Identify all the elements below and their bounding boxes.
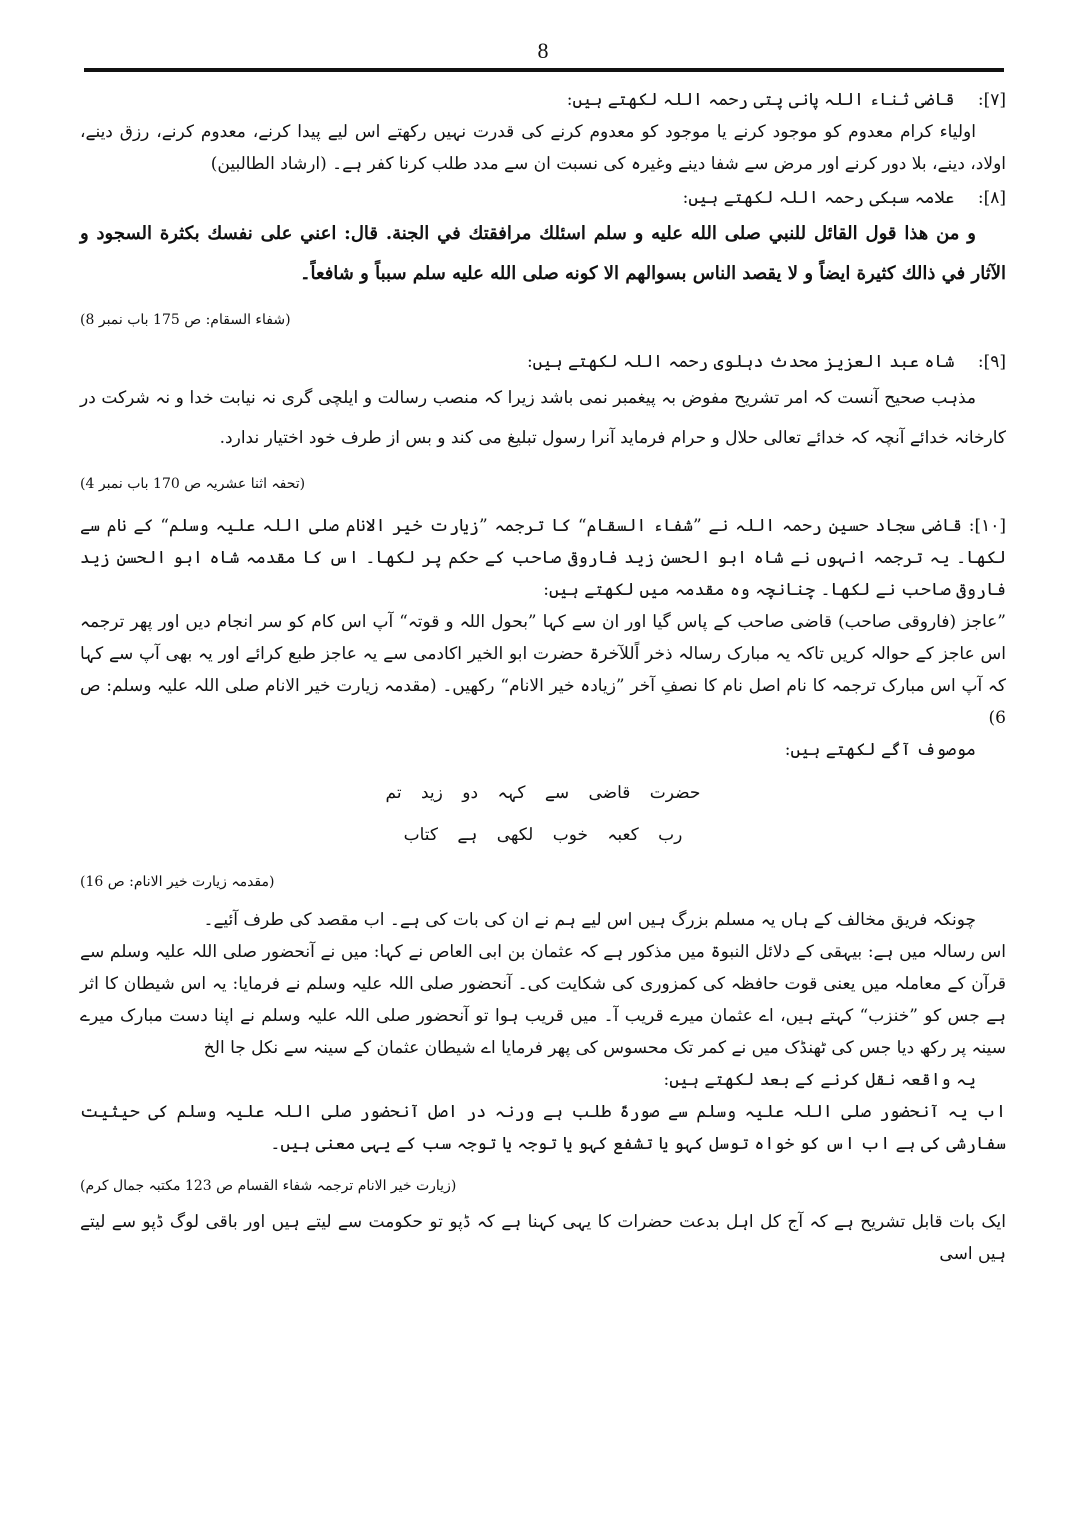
reference-citation (80, 1170, 1006, 1202)
body-paragraph-2: اس رسالہ میں ہے: بیہقی کے دلائل النبوۃ میں مذکور ہے کہ عثمان بن ابی العاص نے کہا: میں نے آنحضور صلی اللہ علیہ وسلم سے قرآن کے معاملہ میں یعنی قوت حافظہ کی کمزوری کی شکایت کی۔ آنحضور صلی اللہ علیہ وسلم نے فرمایا: یہ اس شیطان کا اثر ہے جس کو ”خنزب“ کہتے ہیں، اے عثمان میرے قریب آ۔ میں قریب ہوا تو آنحضور صلی اللہ علیہ وسلم نے اپنا دست مبارک میرے سینہ پر رکھ دیا جس کی ٹھنڈک میں نے کمر تک محسوس کی پھر فرمایا اے شیطان عثمان کے سینہ سے نکل جا الخ (80, 942, 1006, 1058)
section-heading-text: شاہ عبد العزیز محدث دہلوی رحمہ اللہ لکھتے ہیں: (526, 352, 955, 372)
section-number: [۹]: (977, 352, 1006, 372)
section-7-heading (80, 84, 1006, 116)
body-paragraph-3: یہ واقعہ نقل کرنے کے بعد لکھتے ہیں: (663, 1070, 976, 1090)
reference-citation (80, 468, 1006, 500)
lead-in-text: موصوف آگے لکھتے ہیں: (784, 740, 976, 760)
verse-line-2: رب کعبہ خوب لکھی ہے کتاب (403, 825, 683, 845)
reference-text: (زیارت خیر الانام ترجمہ شفاء القسام ص 123 مکتبہ جمال کرم) (80, 1178, 457, 1194)
reference-citation (80, 866, 1006, 898)
persian-quotation: مذہب صحیح آنست کہ امر تشریح مفوض بہ پیغمبر نمی باشد زیرا کہ منصب رسالت و ایلچی گری نہ نیابت خدا و نہ شرکت در کارخانہ خدائے آنچہ کہ خدائے تعالی حلال و حرام فرماید آنرا رسول تبلیغ می کند و بس از طرف خود اختیار ندارد. (80, 388, 1006, 448)
page-number: 8 (537, 38, 549, 63)
arabic-quotation: و من هذا قول القائل للنبي صلى الله عليه و سلم اسئلك مرافقتك في الجنة. قال: اعني على نفسك بكثرة السجود و الآثار في ذالك كثيرة ايضاً و لا يقصد الناس بسوالهم الا كونه صلى الله عليه سلم سبباً و شافعاً۔ (80, 223, 1006, 284)
body-paragraph-4: اب یہ آنحضور صلی اللہ علیہ وسلم سے صورۃً طلب ہے ورنہ در اصل آنحضور صلی اللہ علیہ وسلم کی حیثیت سفارشی کی ہے اب اس کو خواہ توسل کہو یا تشفع کہو یا توجہ یا توجہ سب کے یہی معنی ہیں۔ (80, 1102, 1006, 1154)
page-content (80, 82, 1006, 1270)
header-rule (84, 68, 1004, 72)
section-10-text: قاضی سجاد حسین رحمہ اللہ نے ”شفاء السقام“ کا ترجمہ ”زیارت خیر الانام صلی اللہ علیہ وسلم“ کے نام سے لکھا۔ یہ ترجمہ انہوں نے شاہ ابو الحسن زید فاروقی صاحب کے حکم پر لکھا۔ اس کا مقدمہ شاہ ابو الحسن زید فاروقی صاحب نے لکھا۔ چنانچہ وہ مقدمہ میں لکھتے ہیں: (80, 516, 1006, 600)
section-heading-text: علامہ سبکی رحمہ اللہ لکھتے ہیں: (682, 188, 955, 208)
section-10-paragraph (80, 510, 1006, 606)
section-number: [۷]: (977, 90, 1006, 110)
body-paragraph-5: ایک بات قابل تشریح ہے کہ آج کل اہل بدعت حضرات کا یہی کہنا ہے کہ ڈپو تو حکومت سے لیتے ہیں اور باقی لوگ ڈپو سے لیتے ہیں اسی (80, 1212, 1006, 1264)
reference-text: (تحفہ اثنا عشریہ ص 170 باب نمبر 4) (80, 476, 306, 492)
body-paragraph-1: چونکہ فریق مخالف کے ہاں یہ مسلم بزرگ ہیں اس لیے ہم نے ان کی بات کی ہے۔ اب مقصد کی طرف آئیے۔ (203, 910, 976, 930)
poetry-verse (80, 772, 1006, 856)
section-number: [۸]: (977, 188, 1006, 208)
reference-text: (شفاء السقام: ص 175 باب نمبر 8) (80, 312, 291, 328)
section-9-heading (80, 346, 1006, 378)
section-8-heading (80, 182, 1006, 214)
verse-line-1: حضرت قاضی سے کہہ دو زید تم (385, 783, 701, 803)
section-7-paragraph: اولیاء کرام معدوم کو موجود کرنے یا موجود کو معدوم کرنے کی قدرت نہیں رکھتے اس لیے پیدا کرنے، معدوم کرنے، رزق دینے، اولاد، دینے، بلا دور کرنے اور مرض سے شفا دینے وغیرہ کی نسبت ان سے مدد طلب کرنا کفر ہے۔ (ارشاد الطالبین) (80, 122, 1006, 174)
reference-citation (80, 304, 1006, 336)
reference-text: (مقدمہ زیارت خیر الانام: ص 16) (80, 874, 275, 890)
section-heading-text: قاضی ثناء اللہ پانی پتی رحمہ اللہ لکھتے ہیں: (566, 90, 955, 110)
section-number: [۱۰]: (968, 516, 1007, 536)
preface-quotation: ”عاجز (فاروقی صاحب) قاضی صاحب کے پاس گیا اور ان سے کہا ”بحول اللہ و قوتہ“ آپ اس کام کو سر انجام دیں اور پھر ترجمہ اس عاجز کے حوالہ کریں تاکہ یہ مبارک رسالہ ذخر اًللآخرۃ حضرت ابو الخیر اکادمی سے یہ عاجز طبع کرائے اور یہ بھی آپ سے کہا کہ آپ اس مبارک ترجمہ کا نام اصل نام کا نصفِ آخر ”زیادہ خیر الانام“ رکھیں۔ (مقدمہ زیارت خیر الانام صلی اللہ علیہ وسلم: ص 6) (80, 612, 1006, 728)
